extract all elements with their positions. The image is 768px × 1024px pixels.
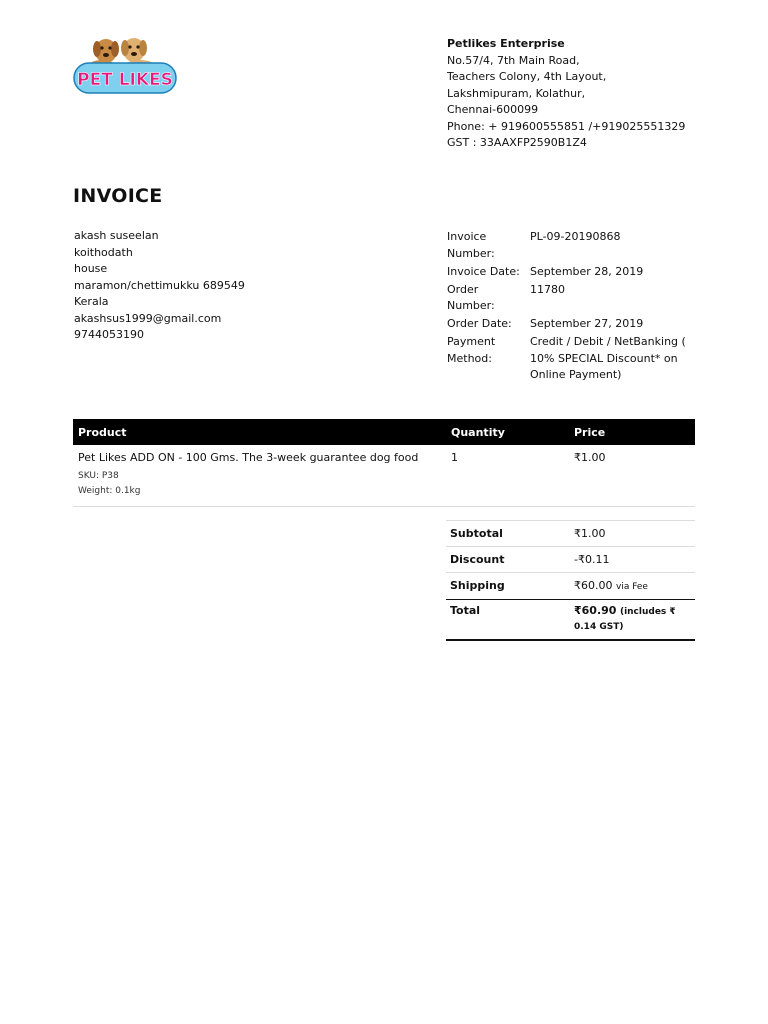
invoice-meta [447, 229, 690, 385]
total-tax-note: (includes ₹ 0.14 GST) [574, 607, 676, 632]
company-address-line: Lakshmipuram, Kolathur, [447, 86, 586, 100]
totals-row-discount [446, 547, 695, 573]
product-cell [73, 451, 446, 499]
total-label: Total [446, 600, 570, 641]
total-cell [570, 600, 695, 641]
company-info [447, 36, 685, 152]
logo-text: PET LIKES [77, 70, 173, 90]
product-sku: SKU: P38 [78, 471, 119, 481]
billing-line: koithodath [74, 245, 133, 259]
invoice-number: PL-09-20190868 [530, 230, 621, 243]
meta-row-order-number [447, 282, 690, 317]
meta-row-invoice-date [447, 264, 690, 282]
subtotal-label: Subtotal [446, 521, 570, 547]
company-address-line: Chennai-600099 [447, 103, 539, 116]
billing-phone: 9744053190 [74, 328, 144, 341]
company-phone: Phone: + 919600555851 /+919025551329 [447, 119, 686, 133]
meta-row-invoice-number [447, 229, 690, 264]
column-header-quantity: Quantity [451, 425, 505, 439]
meta-row-order-date [447, 316, 690, 334]
meta-label: Order Date: [447, 317, 512, 330]
product-name: Pet Likes ADD ON - 100 Gms. The 3-week guarantee dog food [78, 451, 419, 464]
meta-label: Order Number: [447, 282, 495, 312]
shipping-note: via Fee [616, 582, 648, 592]
column-header-product: Product [78, 425, 127, 439]
totals-row-total [446, 600, 695, 641]
meta-row-payment-method [447, 334, 690, 385]
meta-label: Invoice Date: [447, 264, 520, 278]
company-logo [72, 33, 178, 95]
order-totals [446, 520, 695, 641]
billing-address [74, 228, 245, 344]
shipping-value: ₹60.00 [574, 579, 613, 592]
order-items-table [73, 419, 695, 507]
order-number: 11780 [530, 282, 565, 296]
table-header [73, 419, 695, 445]
company-gst: GST : 33AAXFP2590B1Z4 [447, 136, 587, 149]
invoice-date: September 28, 2019 [530, 264, 644, 278]
company-name: Petlikes Enterprise [447, 37, 565, 50]
billing-line: akash suseelan [74, 229, 159, 242]
shipping-label: Shipping [446, 573, 570, 600]
company-address-line: Teachers Colony, 4th Layout, [447, 70, 607, 83]
discount-label: Discount [446, 547, 570, 573]
shipping-cell [570, 573, 695, 600]
quantity-cell: 1 [451, 451, 458, 464]
meta-label: Invoice Number: [447, 230, 495, 260]
totals-row-shipping [446, 573, 695, 600]
payment-method: Credit / Debit / NetBanking ( 10% SPECIAL Discount* on Online Payment) [530, 335, 686, 381]
order-date: September 27, 2019 [530, 317, 644, 330]
billing-line: Kerala [74, 295, 109, 308]
product-weight: Weight: 0.1kg [78, 486, 141, 496]
totals-row-subtotal [446, 521, 695, 547]
invoice-title: INVOICE [73, 185, 163, 207]
subtotal-value: ₹1.00 [570, 521, 695, 547]
billing-email: akashsus1999@gmail.com [74, 311, 222, 325]
billing-line: house [74, 262, 108, 275]
company-address-line: No.57/4, 7th Main Road, [447, 53, 580, 67]
price-cell: ₹1.00 [574, 451, 606, 464]
total-value: ₹60.90 [574, 604, 617, 617]
column-header-price: Price [574, 425, 606, 439]
meta-label: Payment Method: [447, 335, 496, 365]
billing-line: maramon/chettimukku 689549 [74, 278, 245, 292]
discount-value: -₹0.11 [570, 547, 695, 573]
table-row [73, 445, 695, 507]
